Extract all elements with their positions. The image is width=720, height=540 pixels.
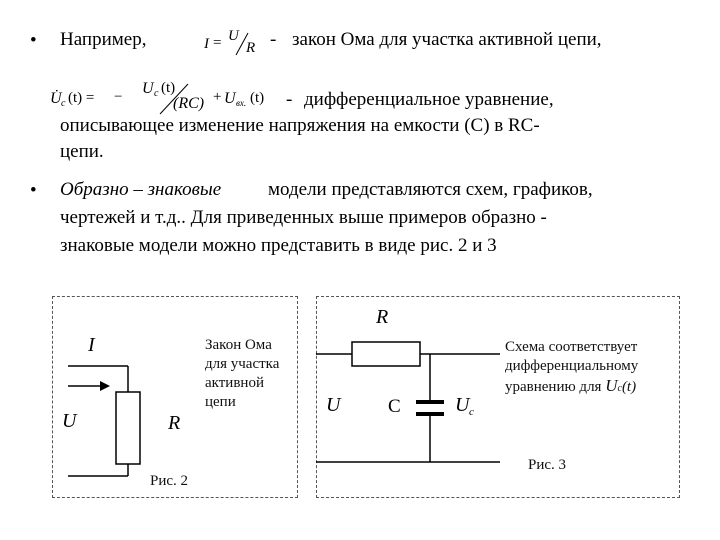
eq-lhs: U̇ (50, 90, 62, 107)
eq-lhs-arg: (t) = (68, 90, 95, 106)
bullet-marker: • (30, 180, 37, 201)
eq-minus: − (114, 89, 123, 105)
bullet2-line3: знаковые модели можно представить в виде рис. 2 и 3 (60, 235, 497, 256)
fig2-description: Закон Ома для участка активной цепи (205, 337, 280, 410)
bullet1-dash: - (270, 29, 277, 50)
eq-num-sub: c (154, 88, 159, 99)
fig2-current-label: I (88, 334, 95, 356)
bullet1-lead: Например, (60, 29, 147, 50)
ohm-formula (204, 26, 264, 60)
eq-den: (RC) (173, 95, 205, 112)
eq-u2-arg: (t) (250, 90, 265, 106)
fig3-description (505, 338, 681, 398)
bullet-marker: • (30, 30, 37, 51)
fig3-capacitor-label: C (388, 396, 401, 417)
fig3-description-symbol: U (605, 376, 618, 395)
fig3-cap-voltage-sub: c (469, 406, 474, 418)
fig3-resistor-label: R (376, 306, 389, 328)
eq-desc-line2: описывающее изменение напряжения на емкости (С) в RC- (60, 115, 540, 136)
fig3-voltage-label: U (326, 394, 341, 416)
eq-desc-line3: цепи. (60, 141, 104, 162)
eq-desc-line1: дифференциальное уравнение, (304, 89, 554, 110)
formula-den: R (246, 40, 256, 56)
fig2-voltage-label: U (62, 410, 77, 432)
bullet2-italic: Образно – знаковые (60, 179, 222, 200)
eq-u2: U (224, 90, 236, 107)
eq-u2-sub: вх. (236, 98, 247, 108)
bullet2-line1: модели представляются схем, графиков, (268, 179, 593, 200)
eq-plus: + (213, 89, 222, 105)
fig3-caption: Рис. 3 (528, 457, 567, 473)
bullet2-line2: чертежей и т.д.. Для приведенных выше примеров образно - (60, 207, 547, 228)
eq-lhs-sub: c (61, 98, 66, 109)
eq-num-arg: (t) (161, 80, 176, 96)
diff-equation (50, 80, 280, 116)
bullet1-text: закон Ома для участка активной цепи, (292, 29, 602, 50)
formula-num: U (228, 28, 239, 44)
fig3-cap-voltage-label: U (455, 394, 470, 416)
formula-lhs: I (204, 36, 209, 52)
eq-dash: - (286, 89, 293, 110)
fig3-description-arg: (t) (621, 379, 637, 395)
fig2-caption: Рис. 2 (150, 473, 189, 489)
formula-eq: = (213, 35, 222, 51)
eq-num: U (142, 80, 154, 97)
fig2-resistor-label: R (168, 412, 181, 434)
fig3-description-sub: c (617, 383, 622, 394)
fig3-description-text: Схема соответствует дифференциальному уравнению для (505, 339, 639, 395)
